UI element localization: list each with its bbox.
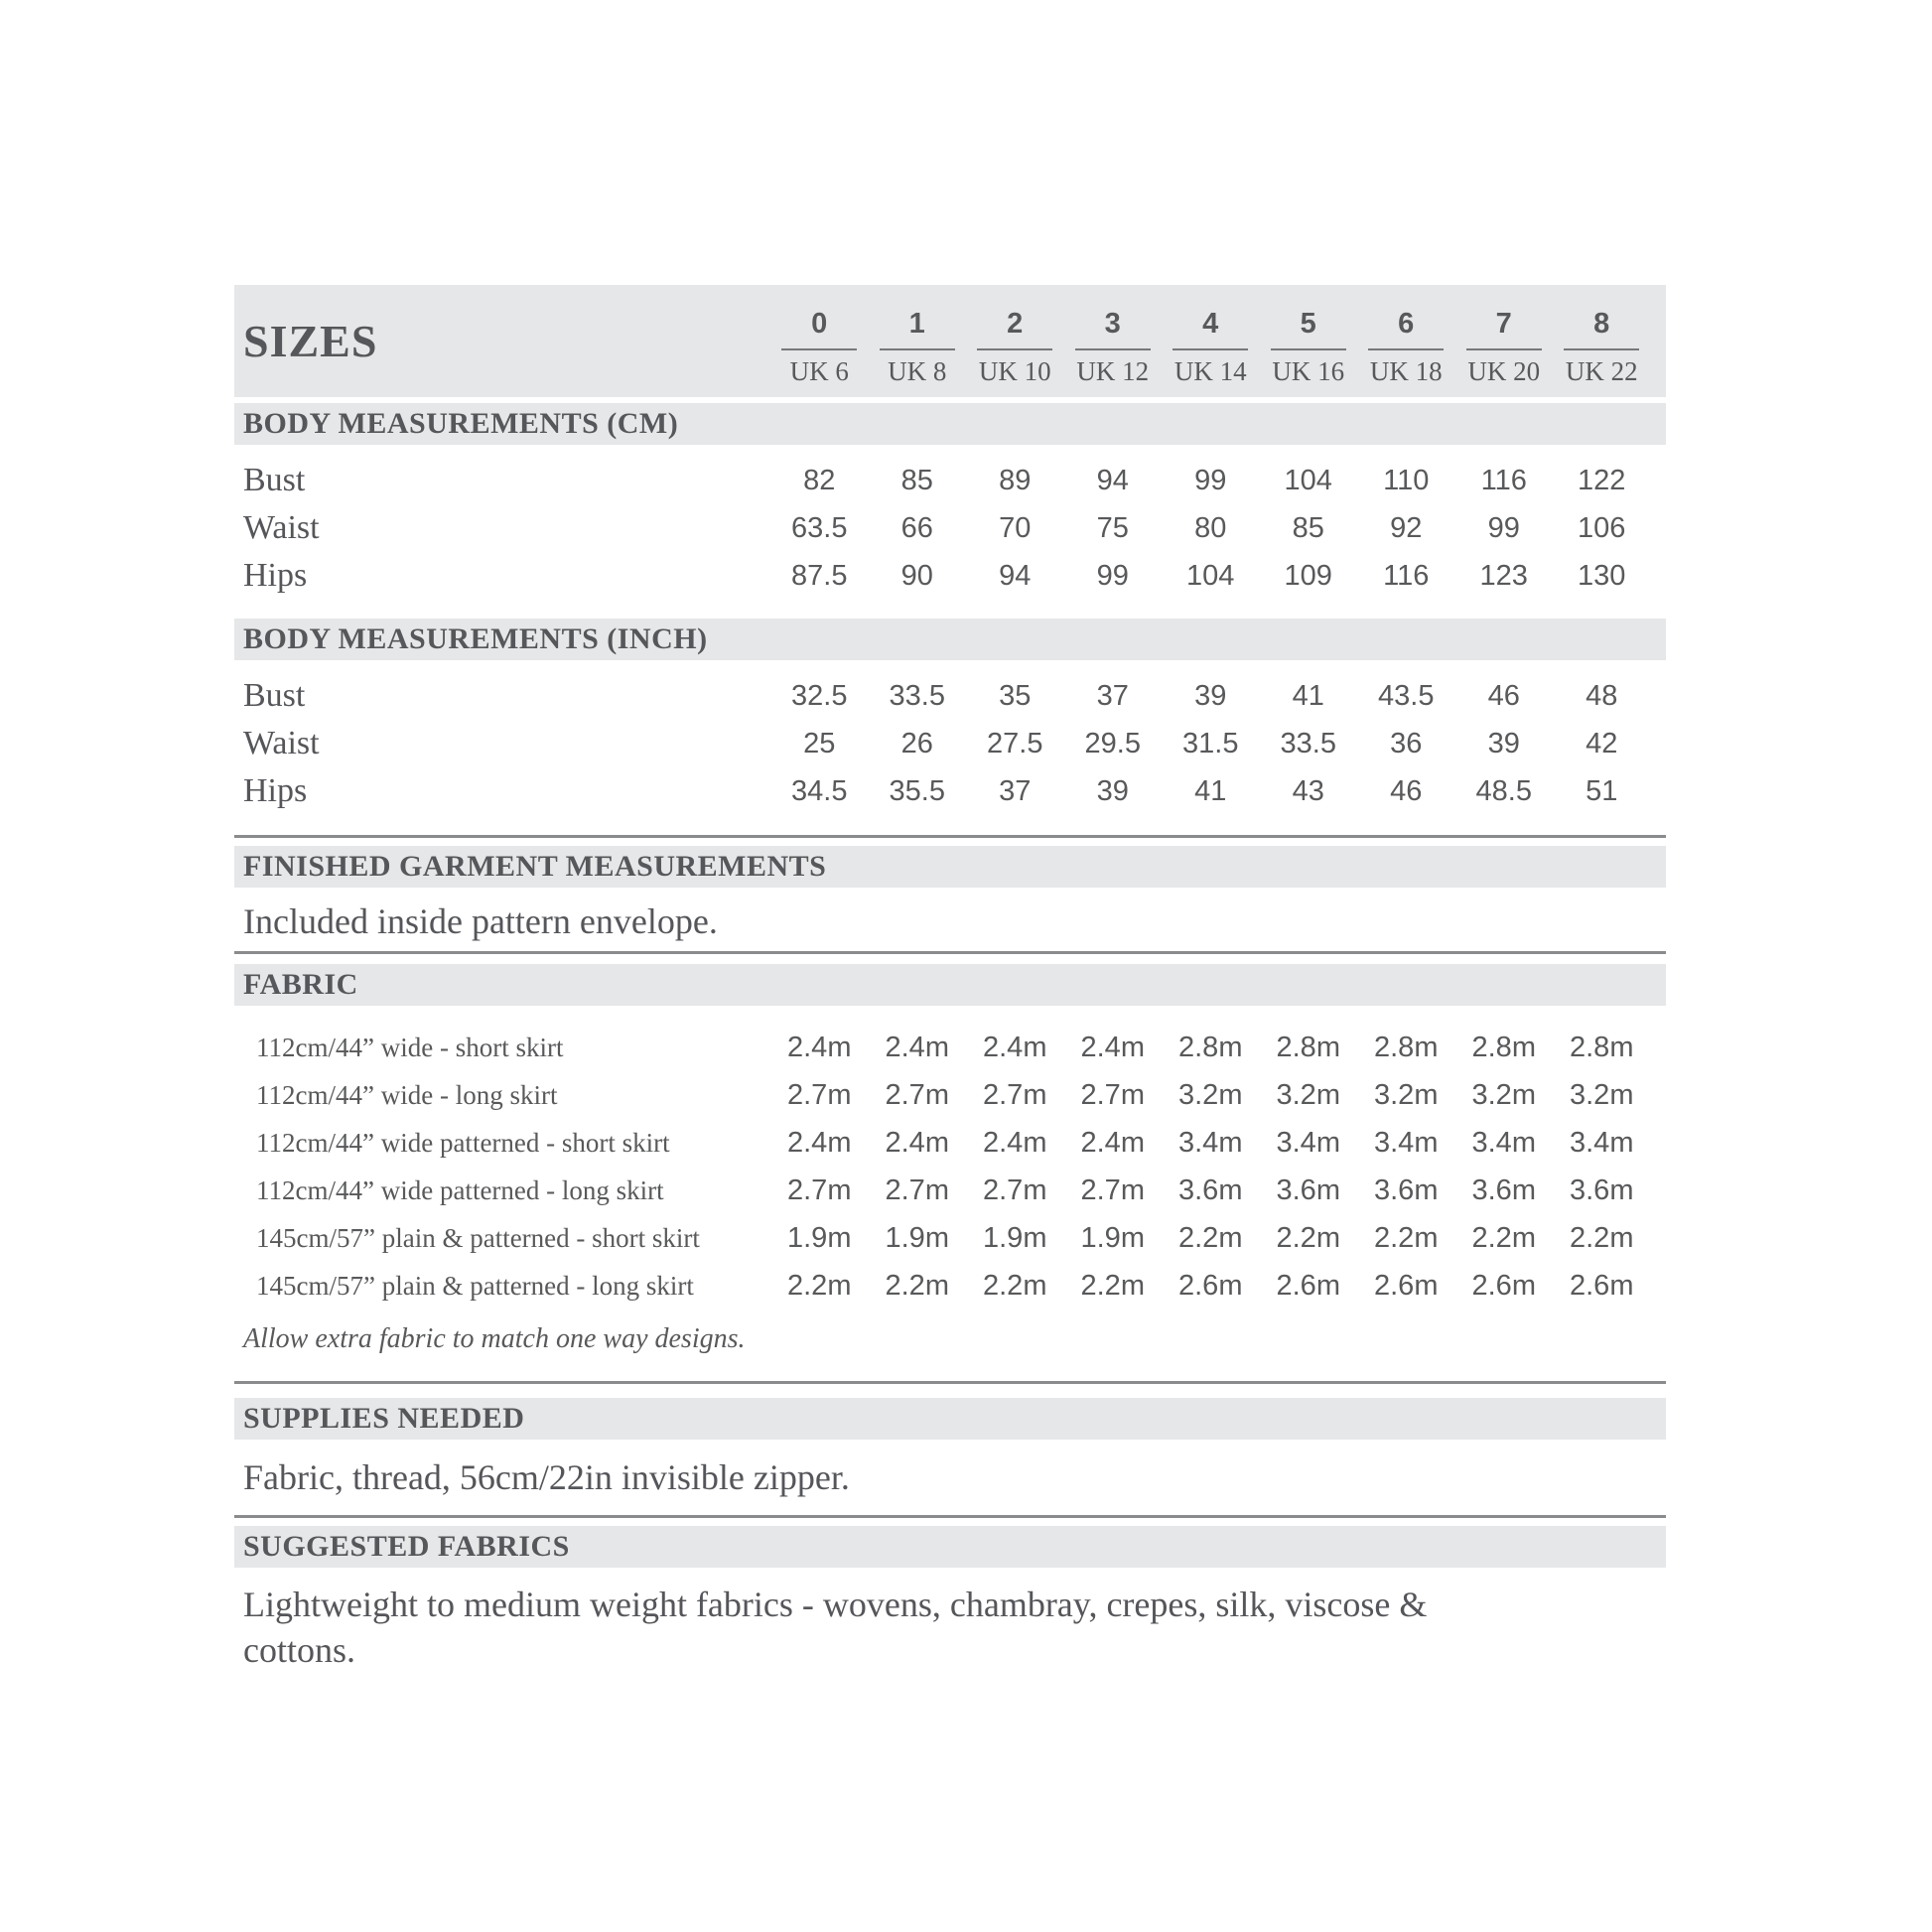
row-label: Waist: [243, 509, 320, 546]
value-cell: 33.5: [1280, 727, 1336, 759]
table-row: [234, 1262, 1666, 1310]
value-cell: 3.6m: [1570, 1173, 1634, 1206]
size-column: [1357, 285, 1455, 397]
uk-size-label: UK 22: [1565, 355, 1638, 386]
section-band-finished-garment: [234, 846, 1666, 888]
table-row: [234, 720, 1666, 767]
value-cell: 2.6m: [1276, 1269, 1340, 1302]
value-cell: 85: [1292, 511, 1324, 544]
size-underline: [880, 348, 955, 350]
size-column: [1260, 285, 1358, 397]
value-cell: 3.2m: [1178, 1078, 1243, 1111]
value-cell: 2.2m: [1471, 1221, 1536, 1254]
row-label: Bust: [243, 677, 306, 714]
size-column: [770, 285, 869, 397]
value-cell: 37: [999, 774, 1032, 807]
row-label: 112cm/44” wide - short skirt: [256, 1032, 564, 1062]
value-cell: 63.5: [791, 511, 848, 544]
divider: [234, 1381, 1666, 1384]
value-cell: 2.4m: [885, 1031, 949, 1063]
value-cell: 2.6m: [1570, 1269, 1634, 1302]
value-cell: 80: [1194, 511, 1227, 544]
value-cell: 3.6m: [1178, 1173, 1243, 1206]
value-cell: 123: [1479, 559, 1528, 592]
size-column: [966, 285, 1064, 397]
value-cell: 3.2m: [1471, 1078, 1536, 1111]
value-cell: 3.4m: [1178, 1126, 1243, 1159]
value-cell: 94: [1096, 464, 1129, 496]
size-number: 1: [908, 307, 925, 340]
value-cell: 110: [1383, 464, 1430, 496]
value-cell: 46: [1487, 679, 1520, 712]
table-row: [234, 504, 1666, 552]
size-number: 3: [1104, 307, 1121, 340]
value-cell: 2.8m: [1570, 1031, 1634, 1063]
size-underline: [1271, 348, 1346, 350]
row-label: Waist: [243, 725, 320, 761]
uk-size-label: UK 12: [1076, 355, 1150, 386]
value-cell: 3.4m: [1471, 1126, 1536, 1159]
value-cell: 31.5: [1182, 727, 1239, 759]
value-cell: 87.5: [791, 559, 848, 592]
size-underline: [1075, 348, 1151, 350]
value-cell: 2.4m: [787, 1031, 852, 1063]
value-cell: 82: [803, 464, 836, 496]
value-cell: 48: [1586, 679, 1618, 712]
table-row: [234, 1167, 1666, 1214]
size-number: 2: [1007, 307, 1024, 340]
value-cell: 1.9m: [1080, 1221, 1145, 1254]
uk-size-label: UK 16: [1272, 355, 1345, 386]
uk-size-label: UK 14: [1173, 355, 1247, 386]
row-label: 112cm/44” wide patterned - short skirt: [256, 1127, 670, 1158]
size-number: 0: [811, 307, 828, 340]
table-row: [234, 1214, 1666, 1262]
value-cell: 66: [900, 511, 933, 544]
table-row: [234, 672, 1666, 720]
value-cell: 122: [1578, 464, 1626, 496]
section-band-body-cm: [234, 403, 1666, 445]
value-cell: 29.5: [1084, 727, 1141, 759]
value-cell: 109: [1284, 559, 1332, 592]
size-underline: [1564, 348, 1639, 350]
value-cell: 1.9m: [787, 1221, 852, 1254]
row-label: 145cm/57” plain & patterned - long skirt: [256, 1270, 694, 1301]
row-label: Hips: [243, 557, 308, 594]
value-cell: 35: [999, 679, 1032, 712]
value-cell: 2.2m: [1080, 1269, 1145, 1302]
size-underline: [1173, 348, 1248, 350]
value-cell: 43: [1292, 774, 1324, 807]
value-cell: 116: [1383, 559, 1430, 592]
value-cell: 37: [1096, 679, 1129, 712]
value-cell: 33.5: [889, 679, 945, 712]
value-cell: 39: [1096, 774, 1129, 807]
size-column: [1162, 285, 1260, 397]
page-title: SIZES: [243, 316, 378, 366]
value-cell: 99: [1194, 464, 1227, 496]
size-column: [869, 285, 967, 397]
size-number: 7: [1495, 307, 1512, 340]
value-cell: 41: [1292, 679, 1324, 712]
divider: [234, 835, 1666, 838]
section-title-body-inch: BODY MEASUREMENTS (INCH): [243, 622, 708, 655]
value-cell: 2.8m: [1178, 1031, 1243, 1063]
value-cell: 116: [1480, 464, 1527, 496]
row-label: Hips: [243, 772, 308, 809]
body-cm-table: [234, 445, 1666, 610]
fabric-note: Allow extra fabric to match one way designs.: [243, 1323, 746, 1354]
value-cell: 2.6m: [1374, 1269, 1439, 1302]
value-cell: 2.7m: [1080, 1173, 1145, 1206]
value-cell: 3.6m: [1276, 1173, 1340, 1206]
value-cell: 51: [1586, 774, 1618, 807]
value-cell: 2.8m: [1374, 1031, 1439, 1063]
section-title-finished-garment: FINISHED GARMENT MEASUREMENTS: [243, 850, 827, 883]
value-cell: 32.5: [791, 679, 848, 712]
value-cell: 2.6m: [1471, 1269, 1536, 1302]
section-band-supplies: [234, 1398, 1666, 1440]
row-label: 145cm/57” plain & patterned - short skirt: [256, 1222, 700, 1253]
value-cell: 43.5: [1378, 679, 1435, 712]
value-cell: 2.4m: [787, 1126, 852, 1159]
value-cell: 92: [1390, 511, 1423, 544]
value-cell: 2.7m: [787, 1173, 852, 1206]
value-cell: 2.2m: [787, 1269, 852, 1302]
body-inch-table: [234, 660, 1666, 825]
section-title-body-cm: BODY MEASUREMENTS (CM): [243, 407, 679, 440]
value-cell: 2.2m: [1570, 1221, 1634, 1254]
section-title-fabric: FABRIC: [243, 968, 358, 1001]
size-column: [1553, 285, 1651, 397]
value-cell: 104: [1186, 559, 1235, 592]
value-cell: 39: [1194, 679, 1227, 712]
uk-size-label: UK 8: [888, 355, 947, 386]
value-cell: 130: [1578, 559, 1626, 592]
value-cell: 2.7m: [787, 1078, 852, 1111]
table-row: [234, 1119, 1666, 1167]
pattern-size-chart: [234, 0, 1666, 1673]
value-cell: 2.4m: [1080, 1031, 1145, 1063]
value-cell: 75: [1096, 511, 1129, 544]
value-cell: 36: [1390, 727, 1423, 759]
value-cell: 34.5: [791, 774, 848, 807]
size-column: [1455, 285, 1554, 397]
value-cell: 2.7m: [885, 1078, 949, 1111]
value-cell: 70: [999, 511, 1032, 544]
value-cell: 1.9m: [885, 1221, 949, 1254]
size-underline: [977, 348, 1052, 350]
row-label: 112cm/44” wide - long skirt: [256, 1079, 558, 1110]
value-cell: 35.5: [889, 774, 945, 807]
value-cell: 2.2m: [1276, 1221, 1340, 1254]
value-cell: 48.5: [1475, 774, 1532, 807]
value-cell: 85: [900, 464, 933, 496]
table-row: [234, 552, 1666, 600]
value-cell: 3.2m: [1374, 1078, 1439, 1111]
uk-size-label: UK 18: [1369, 355, 1443, 386]
uk-size-label: UK 6: [789, 355, 849, 386]
value-cell: 1.9m: [983, 1221, 1047, 1254]
table-row: [234, 767, 1666, 815]
uk-size-label: UK 10: [978, 355, 1051, 386]
table-row: [234, 457, 1666, 504]
value-cell: 39: [1487, 727, 1520, 759]
value-cell: 26: [900, 727, 933, 759]
size-column: [1064, 285, 1163, 397]
value-cell: 106: [1578, 511, 1626, 544]
row-label: Bust: [243, 462, 306, 498]
value-cell: 3.6m: [1471, 1173, 1536, 1206]
value-cell: 41: [1194, 774, 1227, 807]
value-cell: 3.2m: [1570, 1078, 1634, 1111]
section-band-suggested-fabrics: [234, 1526, 1666, 1568]
value-cell: 94: [999, 559, 1032, 592]
suggested-fabrics-text: Lightweight to medium weight fabrics - wovens, chambray, crepes, silk, viscose & cottons.: [243, 1585, 1428, 1670]
size-number: 6: [1398, 307, 1415, 340]
value-cell: 2.2m: [885, 1269, 949, 1302]
supplies-text: Fabric, thread, 56cm/22in invisible zipper.: [243, 1457, 850, 1497]
value-cell: 42: [1586, 727, 1618, 759]
section-title-supplies: SUPPLIES NEEDED: [243, 1402, 525, 1435]
section-band-body-inch: [234, 619, 1666, 660]
size-number: 5: [1300, 307, 1316, 340]
finished-garment-text: Included inside pattern envelope.: [243, 901, 718, 941]
value-cell: 3.4m: [1276, 1126, 1340, 1159]
size-number: 4: [1202, 307, 1219, 340]
uk-size-label: UK 20: [1467, 355, 1541, 386]
size-underline: [1368, 348, 1444, 350]
size-number: 8: [1593, 307, 1610, 340]
value-cell: 99: [1487, 511, 1520, 544]
row-label: 112cm/44” wide patterned - long skirt: [256, 1174, 664, 1205]
value-cell: 89: [999, 464, 1032, 496]
size-underline: [781, 348, 857, 350]
value-cell: 2.4m: [983, 1126, 1047, 1159]
value-cell: 2.2m: [1178, 1221, 1243, 1254]
size-underline: [1466, 348, 1542, 350]
value-cell: 3.6m: [1374, 1173, 1439, 1206]
value-cell: 2.7m: [983, 1078, 1047, 1111]
value-cell: 27.5: [987, 727, 1043, 759]
value-cell: 2.6m: [1178, 1269, 1243, 1302]
divider: [234, 1515, 1666, 1518]
value-cell: 104: [1284, 464, 1332, 496]
section-band-fabric: [234, 964, 1666, 1006]
table-row: [234, 1024, 1666, 1071]
value-cell: 2.7m: [1080, 1078, 1145, 1111]
value-cell: 46: [1390, 774, 1423, 807]
table-row: [234, 1071, 1666, 1119]
value-cell: 3.4m: [1570, 1126, 1634, 1159]
value-cell: 2.2m: [1374, 1221, 1439, 1254]
value-cell: 2.7m: [885, 1173, 949, 1206]
value-cell: 3.4m: [1374, 1126, 1439, 1159]
value-cell: 99: [1096, 559, 1129, 592]
value-cell: 3.2m: [1276, 1078, 1340, 1111]
value-cell: 2.4m: [885, 1126, 949, 1159]
value-cell: 2.4m: [983, 1031, 1047, 1063]
value-cell: 2.7m: [983, 1173, 1047, 1206]
value-cell: 2.2m: [983, 1269, 1047, 1302]
section-title-suggested-fabrics: SUGGESTED FABRICS: [243, 1530, 570, 1563]
sizes-header-band: [234, 285, 1666, 397]
value-cell: 2.8m: [1276, 1031, 1340, 1063]
value-cell: 2.4m: [1080, 1126, 1145, 1159]
value-cell: 25: [803, 727, 836, 759]
divider: [234, 951, 1666, 954]
value-cell: 2.8m: [1471, 1031, 1536, 1063]
value-cell: 90: [900, 559, 933, 592]
fabric-table: [234, 1012, 1666, 1319]
